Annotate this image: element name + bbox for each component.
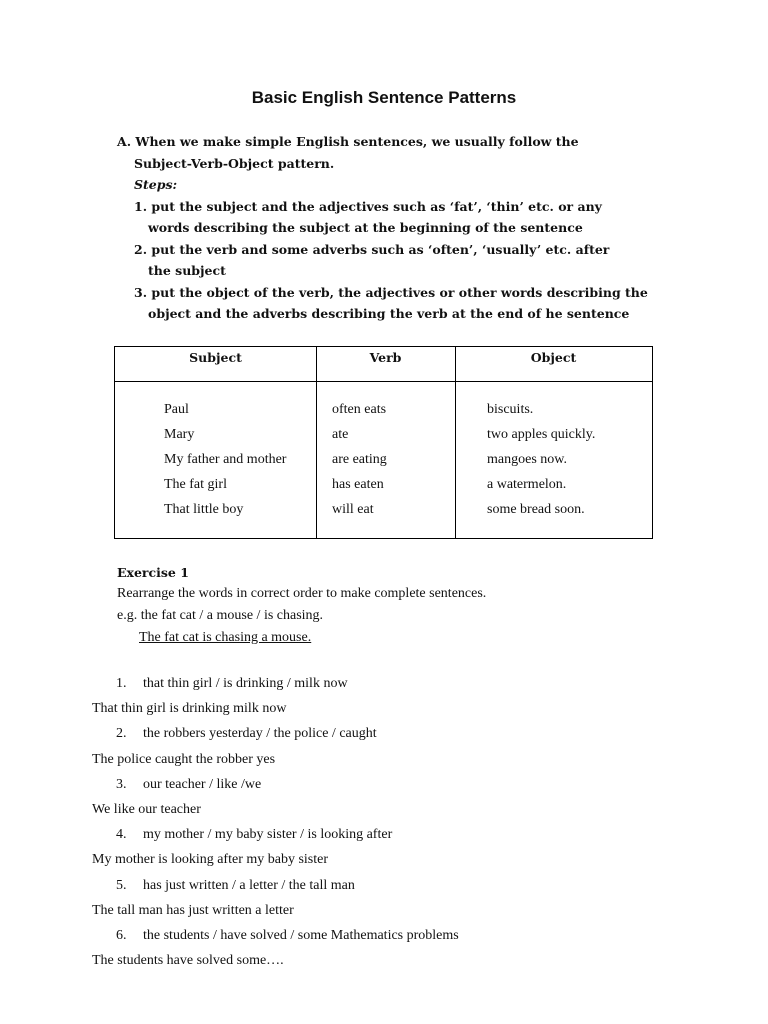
item-answer: My mother is looking after my baby sister	[92, 852, 329, 868]
item-prompt: that thin girl / is drinking / milk now	[143, 676, 348, 691]
list-item	[92, 822, 732, 847]
item-prompt: our teacher / like /we	[143, 776, 262, 792]
item-answer: We like our teacher	[92, 802, 201, 818]
exercise-items	[92, 671, 732, 973]
table-cell: Mary	[164, 427, 195, 442]
table-column-object	[487, 397, 595, 522]
table-cell: ate	[332, 427, 349, 442]
table-cell: That little boy	[164, 502, 244, 517]
exercise-section	[117, 563, 717, 649]
list-item	[92, 772, 732, 797]
list-item	[92, 721, 732, 746]
table-column-verb	[332, 397, 387, 522]
item-number: 4.	[116, 827, 127, 843]
list-item	[92, 923, 732, 948]
page-title: Basic English Sentence Patterns	[251, 88, 517, 107]
table-cell: Paul	[164, 402, 189, 417]
list-item	[92, 671, 732, 696]
item-number: 2.	[116, 726, 127, 742]
table-cell: some bread soon.	[487, 502, 585, 517]
step-3-line2: object and the adverbs describing the verb at the end of he sentence	[148, 306, 630, 321]
section-a	[117, 131, 677, 325]
table-cell: a watermelon.	[487, 477, 567, 492]
table-header-verb: Verb	[369, 350, 402, 365]
table-cell: biscuits.	[487, 402, 534, 417]
table-column-divider-2	[455, 347, 456, 538]
step-1-line2: words describing the subject at the beginning of the sentence	[148, 220, 583, 235]
table-cell: mangoes now.	[487, 452, 567, 467]
section-a-intro-line1: A. When we make simple English sentences, we usually follow the	[117, 134, 579, 149]
step-1-line1: 1. put the subject and the adjectives such as ‘fat’, ‘thin’ etc. or any	[134, 198, 602, 214]
item-answer: The tall man has just written a letter	[92, 902, 294, 918]
table-header-divider	[115, 381, 652, 382]
item-number: 5.	[116, 877, 127, 893]
table-cell: The fat girl	[164, 477, 227, 492]
item-number: 3.	[116, 776, 127, 792]
step-2-line1: 2. put the verb and some adverbs such as ‘often’, ‘usually’ etc. after	[134, 241, 610, 257]
table-cell: often eats	[332, 402, 387, 417]
item-prompt: has just written / a letter / the tall man	[143, 877, 355, 893]
table-column-divider-1	[316, 347, 317, 538]
item-prompt: the robbers yesterday / the police / caught	[143, 726, 377, 742]
step-2-line2: the subject	[148, 263, 226, 278]
list-item	[92, 873, 732, 898]
table-cell: are eating	[332, 452, 387, 467]
table-header-subject: Subject	[189, 350, 242, 365]
table-cell: has eaten	[332, 477, 384, 492]
item-answer: That thin girl is drinking milk now	[92, 701, 287, 717]
table-cell: My father and mother	[164, 452, 287, 467]
item-prompt: my mother / my baby sister / is looking after	[143, 827, 393, 843]
steps-label: Steps:	[134, 177, 178, 192]
item-number: 1.	[116, 676, 127, 691]
exercise-title: Exercise 1	[117, 565, 189, 580]
example-answer: The fat cat is chasing a mouse.	[139, 630, 312, 645]
table-cell: will eat	[332, 502, 374, 517]
exercise-instruction: Rearrange the words in correct order to make complete sentences.	[117, 586, 487, 601]
table-column-subject	[164, 397, 286, 522]
sentence-pattern-table	[114, 346, 653, 539]
step-3-line1: 3. put the object of the verb, the adjectives or other words describing the	[134, 284, 648, 300]
item-number: 6.	[116, 928, 127, 944]
example-prompt: e.g. the fat cat / a mouse / is chasing.	[117, 608, 324, 623]
section-a-intro-line2: Subject-Verb-Object pattern.	[134, 155, 335, 171]
item-prompt: the students / have solved / some Mathematics problems	[143, 928, 459, 944]
table-cell: two apples quickly.	[487, 427, 596, 442]
item-answer: The students have solved some….	[92, 953, 284, 969]
item-answer: The police caught the robber yes	[92, 751, 276, 767]
table-header-object: Object	[530, 350, 577, 365]
